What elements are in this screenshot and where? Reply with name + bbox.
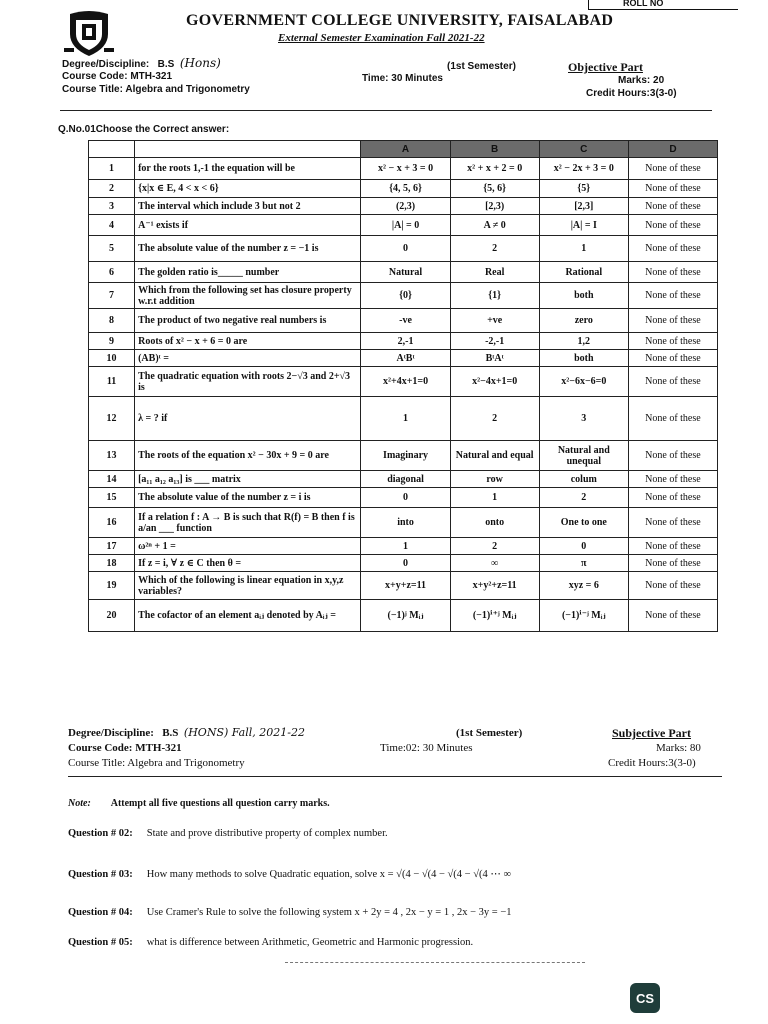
option-a: 1 [361, 538, 450, 555]
header-cell-question [135, 141, 361, 158]
option-c: (−1)ⁱ⁻ʲ Mᵢⱼ [539, 600, 628, 632]
row-number: 3 [89, 198, 135, 215]
question-cell: The cofactor of an element aᵢⱼ denoted by Aᵢⱼ = [135, 600, 361, 632]
table-row [89, 262, 718, 283]
row-number: 8 [89, 309, 135, 333]
option-b: BᵗAᵗ [450, 350, 539, 367]
option-d: None of these [628, 350, 717, 367]
option-c: |A| = I [539, 215, 628, 236]
option-c: 1,2 [539, 333, 628, 350]
row-number: 5 [89, 236, 135, 262]
header-cell-d: D [628, 141, 717, 158]
option-d: None of these [628, 367, 717, 397]
option-c: 1 [539, 236, 628, 262]
question-label: Question # 04: [68, 907, 133, 918]
table-row [89, 471, 718, 488]
option-d: None of these [628, 572, 717, 600]
option-c: 0 [539, 538, 628, 555]
question-label: Question # 03: [68, 869, 133, 880]
option-d: None of these [628, 441, 717, 471]
row-number: 16 [89, 508, 135, 538]
question-cell: If a relation f : A → B is such that R(f) = B then f is a/an ___ function [135, 508, 361, 538]
row-number: 9 [89, 333, 135, 350]
option-c: {5} [539, 180, 628, 198]
table-row [89, 397, 718, 441]
option-b: {1} [450, 283, 539, 309]
question-cell: The absolute value of the number z = −1 is [135, 236, 361, 262]
option-b: 1 [450, 488, 539, 508]
option-b: (−1)ⁱ⁺ʲ Mᵢⱼ [450, 600, 539, 632]
option-c: Rational [539, 262, 628, 283]
option-c: x²−6x−6=0 [539, 367, 628, 397]
table-row [89, 367, 718, 397]
subj-degree-label: Degree/Discipline: [68, 727, 154, 739]
table-row [89, 555, 718, 572]
option-d: None of these [628, 397, 717, 441]
option-a: (−1)ʲ Mᵢⱼ [361, 600, 450, 632]
table-row [89, 538, 718, 555]
option-d: None of these [628, 198, 717, 215]
header-rule [60, 110, 712, 111]
semester: (1st Semester) [447, 61, 516, 72]
question-cell: [a₁₁ a₁₂ a₁₃] is ___ matrix [135, 471, 361, 488]
option-a: {0} [361, 283, 450, 309]
option-d: None of these [628, 262, 717, 283]
row-number: 10 [89, 350, 135, 367]
course-title: Course Title: Algebra and Trigonometry [62, 84, 250, 95]
option-d: None of these [628, 158, 717, 180]
option-c: colum [539, 471, 628, 488]
question-cell: {x|x ∈ E, 4 < x < 6} [135, 180, 361, 198]
question-cell: for the roots 1,-1 the equation will be [135, 158, 361, 180]
question-label: Question # 02: [68, 828, 133, 839]
question-cell: The product of two negative real numbers is [135, 309, 361, 333]
question-text: what is difference between Arithmetic, Geometric and Harmonic progression. [146, 937, 474, 948]
degree-line [62, 56, 221, 71]
table-row [89, 180, 718, 198]
question-3 [68, 868, 511, 880]
question-cell: Roots of x² − x + 6 = 0 are [135, 333, 361, 350]
option-a: AᵗBᵗ [361, 350, 450, 367]
mcq-table [88, 140, 718, 632]
question-cell: If z = i, ∀ z ∈ C then θ = [135, 555, 361, 572]
question-cell: ω²ⁿ + 1 = [135, 538, 361, 555]
option-b: A ≠ 0 [450, 215, 539, 236]
subj-course-title: Course Title: Algebra and Trigonometry [68, 757, 245, 769]
option-b: onto [450, 508, 539, 538]
table-row [89, 488, 718, 508]
row-number: 17 [89, 538, 135, 555]
subj-time: Time:02: 30 Minutes [380, 742, 473, 754]
option-a: |A| = 0 [361, 215, 450, 236]
row-number: 14 [89, 471, 135, 488]
degree-handwritten: (Hons) [179, 56, 221, 70]
option-a: x²+4x+1=0 [361, 367, 450, 397]
subj-degree-line [68, 726, 305, 741]
question-cell: The golden ratio is_____ number [135, 262, 361, 283]
option-c: both [539, 350, 628, 367]
option-a: into [361, 508, 450, 538]
question-text: How many methods to solve Quadratic equation, solve x = √(4 − √(4 − √(4 − √(4 ⋯ ∞ [146, 869, 511, 880]
row-number: 2 [89, 180, 135, 198]
option-b: ∞ [450, 555, 539, 572]
table-row [89, 198, 718, 215]
question-label: Question # 05: [68, 937, 133, 948]
row-number: 15 [89, 488, 135, 508]
note-label: Note: [68, 798, 91, 809]
university-logo [62, 8, 116, 60]
question-cell: Which from the following set has closure property w.r.t addition [135, 283, 361, 309]
header-cell-num [89, 141, 135, 158]
question-cell: The interval which include 3 but not 2 [135, 198, 361, 215]
question-cell: The quadratic equation with roots 2−√3 and 2+√3 is [135, 367, 361, 397]
option-a: x² − x + 3 = 0 [361, 158, 450, 180]
row-number: 7 [89, 283, 135, 309]
subj-rule [68, 776, 722, 777]
option-c: 2 [539, 488, 628, 508]
time: Time: 30 Minutes [362, 73, 443, 84]
option-b: [2,3) [450, 198, 539, 215]
option-d: None of these [628, 600, 717, 632]
question-cell: A⁻¹ exists if [135, 215, 361, 236]
table-header-row [89, 141, 718, 158]
table-row [89, 600, 718, 632]
option-b: +ve [450, 309, 539, 333]
option-d: None of these [628, 333, 717, 350]
option-a: 0 [361, 555, 450, 572]
option-d: None of these [628, 471, 717, 488]
option-c: [2,3] [539, 198, 628, 215]
option-b: x² + x + 2 = 0 [450, 158, 539, 180]
option-d: None of these [628, 309, 717, 333]
option-b: Natural and equal [450, 441, 539, 471]
option-a: {4, 5, 6} [361, 180, 450, 198]
option-d: None of these [628, 488, 717, 508]
row-number: 18 [89, 555, 135, 572]
table-row [89, 236, 718, 262]
note-text: Attempt all five questions all question carry marks. [110, 798, 330, 809]
option-b: Real [450, 262, 539, 283]
option-d: None of these [628, 283, 717, 309]
table-row [89, 215, 718, 236]
table-row [89, 572, 718, 600]
option-d: None of these [628, 508, 717, 538]
option-b: -2,-1 [450, 333, 539, 350]
option-b: 2 [450, 397, 539, 441]
option-a: x+y+z=11 [361, 572, 450, 600]
option-b: row [450, 471, 539, 488]
table-row [89, 508, 718, 538]
option-b: x²−4x+1=0 [450, 367, 539, 397]
question-cell: (AB)ᵗ = [135, 350, 361, 367]
question-cell: The absolute value of the number z = i is [135, 488, 361, 508]
option-b: 2 [450, 538, 539, 555]
subjective-part-label: Subjective Part [612, 726, 691, 740]
question-cell: Which of the following is linear equation in x,y,z variables? [135, 572, 361, 600]
row-number: 12 [89, 397, 135, 441]
row-number: 6 [89, 262, 135, 283]
question-5 [68, 937, 473, 948]
option-d: None of these [628, 538, 717, 555]
option-c: 3 [539, 397, 628, 441]
option-b: {5, 6} [450, 180, 539, 198]
option-a: 0 [361, 488, 450, 508]
option-a: Imaginary [361, 441, 450, 471]
option-d: None of these [628, 555, 717, 572]
option-a: 1 [361, 397, 450, 441]
objective-part-label: Objective Part [568, 60, 643, 74]
option-c: zero [539, 309, 628, 333]
marks: Marks: 20 [618, 75, 665, 86]
option-a: diagonal [361, 471, 450, 488]
credit-hours: Credit Hours:3(3-0) [586, 88, 677, 99]
subj-semester: (1st Semester) [456, 727, 523, 739]
exam-title: External Semester Examination Fall 2021-22 [278, 32, 485, 44]
option-c: xyz = 6 [539, 572, 628, 600]
table-row [89, 333, 718, 350]
question-4 [68, 907, 512, 918]
subj-course-code: Course Code: MTH-321 [68, 742, 182, 754]
row-number: 4 [89, 215, 135, 236]
bottom-dashed-line [285, 962, 585, 963]
row-number: 13 [89, 441, 135, 471]
option-d: None of these [628, 215, 717, 236]
option-a: (2,3) [361, 198, 450, 215]
header-cell-b: B [450, 141, 539, 158]
option-a: Natural [361, 262, 450, 283]
table-row [89, 441, 718, 471]
question-cell: The roots of the equation x² − 30x + 9 = 0 are [135, 441, 361, 471]
question-text: State and prove distributive property of complex number. [146, 828, 388, 839]
option-a: 2,-1 [361, 333, 450, 350]
row-number: 20 [89, 600, 135, 632]
subj-marks: Marks: 80 [656, 742, 701, 754]
row-number: 11 [89, 367, 135, 397]
option-d: None of these [628, 180, 717, 198]
question1-title: Q.No.01Choose the Correct answer: [58, 124, 230, 135]
table-row [89, 350, 718, 367]
note [68, 798, 330, 809]
university-name: GOVERNMENT COLLEGE UNIVERSITY, FAISALABAD [186, 12, 614, 29]
header-cell-c: C [539, 141, 628, 158]
subj-degree-handwritten: (HONS) Fall, 2021-22 [183, 726, 305, 739]
option-c: both [539, 283, 628, 309]
option-b: 2 [450, 236, 539, 262]
option-a: -ve [361, 309, 450, 333]
roll-no-box [588, 0, 738, 10]
subj-degree-value: B.S [162, 727, 179, 739]
option-b: x+y²+z=11 [450, 572, 539, 600]
header-cell-a: A [361, 141, 450, 158]
row-number: 19 [89, 572, 135, 600]
option-a: 0 [361, 236, 450, 262]
table-row [89, 309, 718, 333]
table-row [89, 158, 718, 180]
roll-no-label: ROLL NO [623, 0, 664, 8]
question-text: Use Cramer's Rule to solve the following system x + 2y = 4 , 2x − y = 1 , 2x − 3y = −1 [146, 907, 512, 918]
question-cell: λ = ? if [135, 397, 361, 441]
camscanner-badge: CS [630, 983, 660, 1013]
option-d: None of these [628, 236, 717, 262]
course-code: Course Code: MTH-321 [62, 71, 173, 82]
question-2 [68, 828, 388, 839]
table-row [89, 283, 718, 309]
row-number: 1 [89, 158, 135, 180]
option-c: x² − 2x + 3 = 0 [539, 158, 628, 180]
option-c: π [539, 555, 628, 572]
option-c: One to one [539, 508, 628, 538]
option-c: Natural and unequal [539, 441, 628, 471]
degree-label: Degree/Discipline: [62, 59, 150, 70]
subj-credit-hours: Credit Hours:3(3-0) [608, 757, 696, 769]
degree-value: B.S [157, 59, 175, 70]
